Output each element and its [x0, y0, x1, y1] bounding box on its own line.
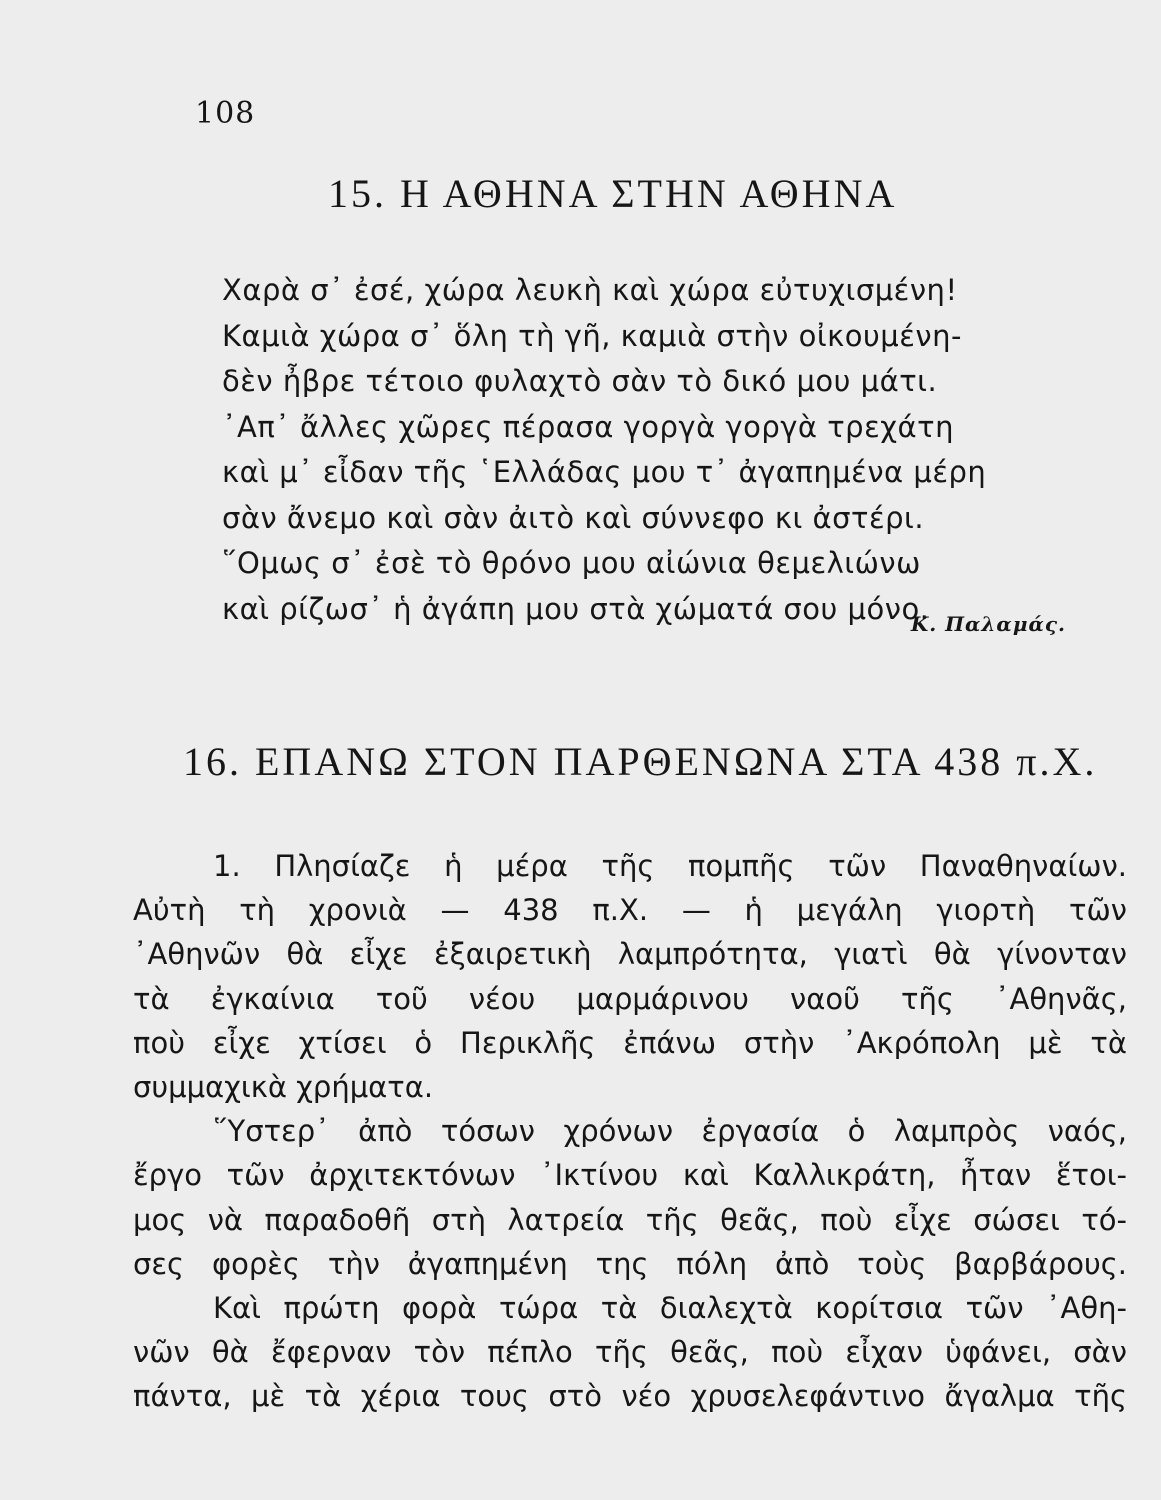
text-line: συμμαχικὰ χρήματα. — [133, 1070, 434, 1105]
poem-line: Καμιὰ χώρα σ᾿ ὅλη τὴ γῆ, καμιὰ στὴν οἰκουμένη- — [222, 318, 962, 353]
poem-line: Χαρὰ σ᾿ ἐσέ, χώρα λευκὴ καὶ χώρα εὐτυχισμένη! — [222, 273, 958, 307]
text-line: Αὐτὴ τὴ χρονιὰ — 438 π.Χ. — ἡ μεγάλη γιορτὴ τῶν — [133, 893, 1127, 928]
text-line: ᾿Αθηνῶν θὰ εἶχε ἐξαιρετικὴ λαμπρότητα, γιατὶ θὰ γίνονταν — [133, 937, 1127, 972]
text-line: τὰ ἐγκαίνια τοῦ νέου μαρμάρινου ναοῦ τῆς ᾿Αθηνᾶς, — [133, 981, 1127, 1016]
poem-line: σὰν ἄνεμο καὶ σὰν ἀιτὸ καὶ σύννεφο κι ἀστέρι. — [222, 500, 925, 535]
poem-line: καὶ ρίζωσ᾿ ἡ ἀγάπη μου στὰ χώματά σου μόνο. — [222, 591, 930, 626]
text-line: μος νὰ παραδοθῆ στὴ λατρεία τῆς θεᾶς, ποὺ εἶχε σώσει τό- — [133, 1202, 1127, 1237]
poem-line: δὲν ἦβρε τέτοιο φυλαχτὸ σὰν τὸ δικό μου μάτι. — [222, 364, 938, 398]
text-line: πάντα, μὲ τὰ χέρια τους στὸ νέο χρυσελεφάντινο ἄγαλμα τῆς — [133, 1379, 1127, 1414]
paragraph-3 — [133, 1286, 1127, 1419]
text-line: ῞Υστερ᾿ ἀπὸ τόσων χρόνων ἐργασία ὁ λαμπρὸς ναός, — [213, 1114, 1127, 1149]
section-title-16: 16. ΕΠΑΝΩ ΣΤΟΝ ΠΑΡΘΕΝΩΝΑ ΣΤΑ 438 π.Χ. — [183, 739, 1098, 784]
text-line: ἔργο τῶν ἀρχιτεκτόνων ᾿Ικτίνου καὶ Καλλικράτη, ἦταν ἕτοι- — [133, 1158, 1127, 1193]
prose-text — [133, 844, 1127, 1419]
poem-author: Κ. Παλαμάς. — [910, 612, 1066, 636]
text-line: σες φορὲς τὴν ἀγαπημένη της πόλη ἀπὸ τοὺς βαρβάρους. — [133, 1246, 1127, 1281]
poem-line: ᾿Απ᾿ ἄλλες χῶρες πέρασα γοργὰ γοργὰ τρεχάτη — [222, 409, 954, 444]
paragraph-2 — [133, 1109, 1127, 1286]
poem — [222, 268, 1082, 632]
text-line: ποὺ εἶχε χτίσει ὁ Περικλῆς ἐπάνω στὴν ᾿Ακρόπολη μὲ τὰ — [133, 1025, 1127, 1060]
page-number: 108 — [195, 96, 256, 131]
poem-line: καὶ μ᾿ εἶδαν τῆς ῾Ελλάδας μου τ᾿ ἀγαπημένα μέρη — [222, 455, 987, 489]
text-line: Καὶ πρώτη φορὰ τώρα τὰ διαλεχτὰ κορίτσια τῶν ᾿Αθη- — [213, 1291, 1127, 1326]
text-line: 1. Πλησίαζε ἡ μέρα τῆς πομπῆς τῶν Παναθηναίων. — [213, 849, 1127, 883]
text-line: νῶν θὰ ἔφερναν τὸν πέπλο τῆς θεᾶς, ποὺ εἶχαν ὑφάνει, σὰν — [133, 1335, 1127, 1370]
section-title-15: 15. Η ΑΘΗΝΑ ΣΤΗΝ ΑΘΗΝΑ — [328, 171, 898, 216]
paragraph-1 — [133, 844, 1127, 1109]
poem-line: ῞Ομως σ᾿ ἐσὲ τὸ θρόνο μου αἰώνια θεμελιώνω — [222, 546, 921, 580]
